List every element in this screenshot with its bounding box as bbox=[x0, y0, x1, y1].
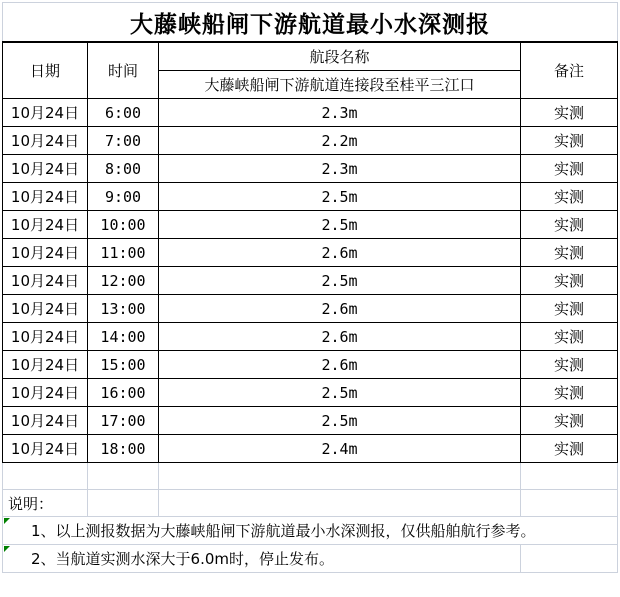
cell-depth: 2.5m bbox=[159, 211, 521, 239]
table-row bbox=[3, 435, 618, 463]
cell-remark: 实测 bbox=[521, 267, 618, 295]
cell-date: 10月24日 bbox=[3, 155, 88, 183]
cell-time: 18:00 bbox=[88, 435, 159, 463]
cell-remark: 实测 bbox=[521, 379, 618, 407]
cell-date: 10月24日 bbox=[3, 435, 88, 463]
note-row bbox=[3, 517, 618, 545]
cell-remark: 实测 bbox=[521, 407, 618, 435]
cell-remark: 实测 bbox=[521, 155, 618, 183]
header-row-1 bbox=[3, 42, 618, 71]
cell-time: 17:00 bbox=[88, 407, 159, 435]
cell-time: 9:00 bbox=[88, 183, 159, 211]
note-row bbox=[3, 545, 618, 573]
cell-date: 10月24日 bbox=[3, 267, 88, 295]
page-title: 大藤峡船闸下游航道最小水深测报 bbox=[3, 3, 618, 43]
cell-time: 8:00 bbox=[88, 155, 159, 183]
cell-remark: 实测 bbox=[521, 239, 618, 267]
table-row bbox=[3, 155, 618, 183]
cell-time: 6:00 bbox=[88, 99, 159, 127]
cell-date: 10月24日 bbox=[3, 211, 88, 239]
cell-date: 10月24日 bbox=[3, 407, 88, 435]
cell-depth: 2.5m bbox=[159, 267, 521, 295]
error-indicator-icon bbox=[4, 546, 10, 552]
cell-depth: 2.5m bbox=[159, 407, 521, 435]
table-row bbox=[3, 183, 618, 211]
cell-depth: 2.2m bbox=[159, 127, 521, 155]
table-row bbox=[3, 99, 618, 127]
cell-depth: 2.3m bbox=[159, 155, 521, 183]
cell-time: 7:00 bbox=[88, 127, 159, 155]
cell-date: 10月24日 bbox=[3, 239, 88, 267]
cell-date: 10月24日 bbox=[3, 183, 88, 211]
cell-depth: 2.6m bbox=[159, 323, 521, 351]
cell-date: 10月24日 bbox=[3, 351, 88, 379]
cell-date: 10月24日 bbox=[3, 323, 88, 351]
cell-time: 12:00 bbox=[88, 267, 159, 295]
cell-time: 14:00 bbox=[88, 323, 159, 351]
note-item: 2、当航道实测水深大于6.0m时，停止发布。 bbox=[31, 550, 335, 568]
cell-date: 10月24日 bbox=[3, 127, 88, 155]
cell-depth: 2.3m bbox=[159, 99, 521, 127]
cell-time: 13:00 bbox=[88, 295, 159, 323]
cell-time: 11:00 bbox=[88, 239, 159, 267]
table-row bbox=[3, 239, 618, 267]
cell-time: 10:00 bbox=[88, 211, 159, 239]
table-row bbox=[3, 379, 618, 407]
cell-remark: 实测 bbox=[521, 435, 618, 463]
cell-time: 15:00 bbox=[88, 351, 159, 379]
table-row bbox=[3, 127, 618, 155]
table-row bbox=[3, 323, 618, 351]
cell-remark: 实测 bbox=[521, 127, 618, 155]
table-row bbox=[3, 211, 618, 239]
cell-depth: 2.6m bbox=[159, 351, 521, 379]
table-row bbox=[3, 295, 618, 323]
header-remark: 备注 bbox=[521, 42, 618, 99]
notes-label: 说明： bbox=[3, 490, 88, 517]
cell-remark: 实测 bbox=[521, 351, 618, 379]
spreadsheet bbox=[2, 2, 619, 573]
cell-depth: 2.4m bbox=[159, 435, 521, 463]
cell-remark: 实测 bbox=[521, 183, 618, 211]
cell-remark: 实测 bbox=[521, 211, 618, 239]
cell-date: 10月24日 bbox=[3, 379, 88, 407]
cell-remark: 实测 bbox=[521, 323, 618, 351]
cell-depth: 2.6m bbox=[159, 295, 521, 323]
header-date: 日期 bbox=[3, 42, 88, 99]
header-time: 时间 bbox=[88, 42, 159, 99]
cell-depth: 2.6m bbox=[159, 239, 521, 267]
table-row bbox=[3, 351, 618, 379]
table-row bbox=[3, 267, 618, 295]
cell-depth: 2.5m bbox=[159, 183, 521, 211]
cell-depth: 2.5m bbox=[159, 379, 521, 407]
cell-date: 10月24日 bbox=[3, 295, 88, 323]
header-section-name: 大藤峡船闸下游航道连接段至桂平三江口 bbox=[159, 71, 521, 99]
empty-row bbox=[3, 463, 618, 490]
note-item: 1、以上测报数据为大藤峡船闸下游航道最小水深测报，仅供船舶航行参考。 bbox=[31, 522, 536, 540]
report-table bbox=[2, 2, 618, 573]
cell-remark: 实测 bbox=[521, 99, 618, 127]
header-section-group: 航段名称 bbox=[159, 42, 521, 71]
cell-date: 10月24日 bbox=[3, 99, 88, 127]
notes-label-row bbox=[3, 490, 618, 517]
table-row bbox=[3, 407, 618, 435]
error-indicator-icon bbox=[4, 518, 10, 524]
cell-time: 16:00 bbox=[88, 379, 159, 407]
title-row bbox=[3, 3, 618, 43]
cell-remark: 实测 bbox=[521, 295, 618, 323]
